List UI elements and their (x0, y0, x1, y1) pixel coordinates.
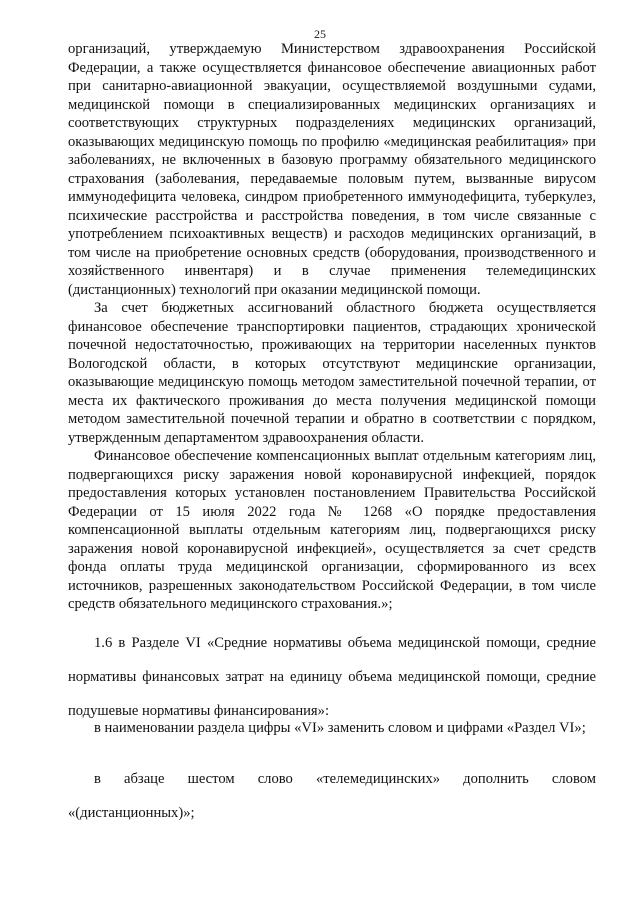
paragraph-section-vi-amendment: 1.6 в Разделе VI «Средние нормативы объема медицинской помощи, средние нормативы финансовых затрат на единицу объема медицинской помощи, средние подушевые нормативы финансирования»: (68, 635, 596, 719)
paragraph-compensation-payments: Финансовое обеспечение компенсационных выплат отдельным категориям лиц, подвергающихся риску заражения новой коронавирусной инфекцией, порядок предоставления которых установлен постановлением Правительства Российской Федерации от 15 июля 2022 года № 1268 «О порядке предоставления компенсационной выплаты отдельным категориям лиц, подвергающихся риску заражения новой коронавирусной инфекцией», осуществляется за счет средств фонда оплаты труда медицинской организации, сформированного из всех источников, разрешенных законодательством Российской Федерации, в том числе средств обязательного медицинского страхования.»; (68, 448, 596, 612)
paragraph-financing-continuation: организаций, утверждаемую Министерством здравоохранения Российской Федерации, а также осуществляется финансовое обеспечение авиационных работ при санитарно-авиационной эвакуации, осуществляемой воздушными судами, медицинской помощи в специализированных медицинских организациях и соответствующих структурных подразделениях медицинских организаций, оказывающих медицинскую помощь по профилю «медицинская реабилитация» при заболеваниях, не включенных в базовую программу обязательного медицинского страхования (заболевания, передаваемые половым путем, вызванные вирусом иммунодефицита человека, синдром приобретенного иммунодефицита, туберкулез, психические расстройства и расстройства поведения, в том числе связанные с употреблением психоактивных веществ) и расходов медицинских организаций, в том числе на приобретение основных средств (оборудования, производственного и хозяйственного инвентаря) и в случае применения телемедицинских (дистанционных) технологий при оказании медицинской помощи. (68, 41, 596, 298)
paragraph-section-title-change: в наименовании раздела цифры «VI» заменить словом и цифрами «Раздел VI»; (94, 720, 586, 736)
paragraph-sixth-indent-change: в абзаце шестом слово «телемедицинских» дополнить словом «(дистанционных)»; (68, 771, 596, 821)
page-number: 25 (314, 27, 326, 41)
paragraph-dialysis-transport: За счет бюджетных ассигнований областного бюджета осуществляется финансовое обеспечение транспортировки пациентов, страдающих хронической почечной недостаточностью, проживающих на территории населенных пунктов Вологодской области, в которых отсутствуют медицинские организации, оказывающие медицинскую помощь методом заместительной почечной терапии, от места их фактического проживания до места получения медицинской помощи методом заместительной почечной терапии и обратно в соответствии с порядком, утвержденным департаментом здравоохранения области. (68, 300, 596, 446)
